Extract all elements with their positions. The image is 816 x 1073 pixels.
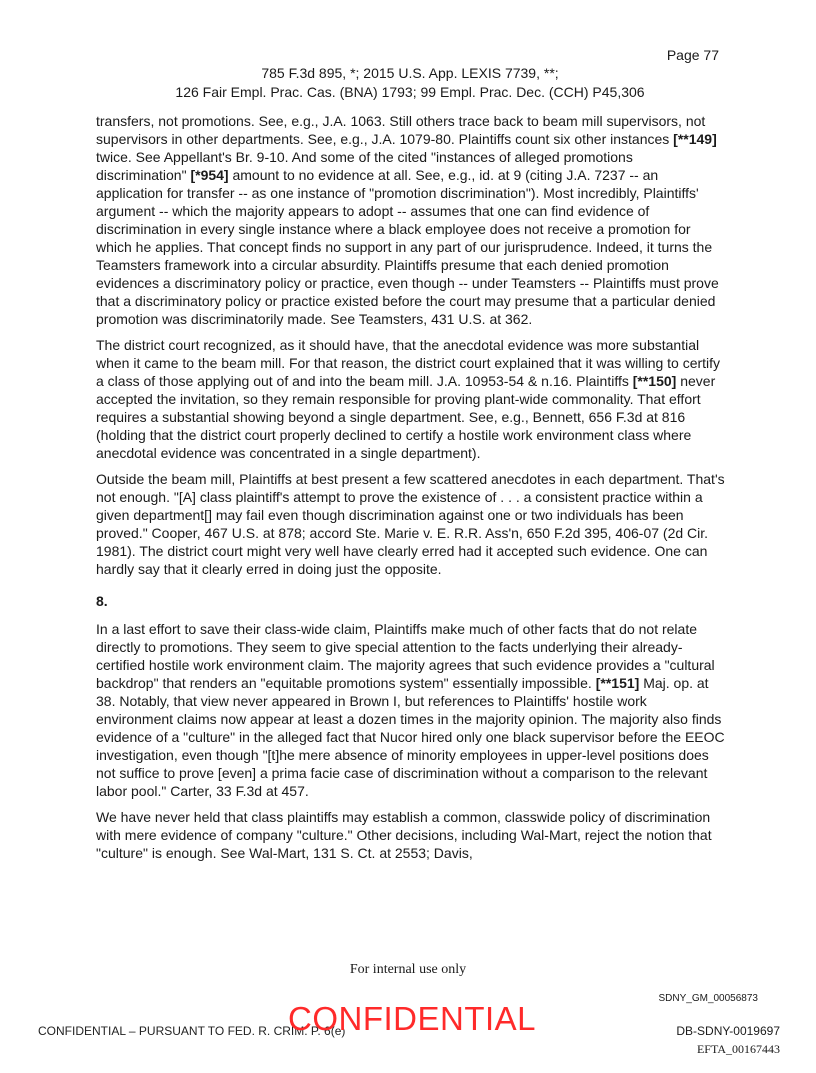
internal-use-notice: For internal use only [349,962,467,977]
star-page-marker: [*954] [190,167,229,183]
confidential-stamp: CONFIDENTIAL [288,1000,537,1037]
citation-line-2: 126 Fair Empl. Prac. Cas. (BNA) 1793; 99 Empl. Prac. Dec. (CCH) P45,306 [175,84,645,100]
bates-number: DB-SDNY-0019697 [676,1024,780,1038]
paragraph-2: The district court recognized, as it should have, that the anecdotal evidence was more substantial when it came to the beam mill. For that reason, the district court explained that it was willing to certify a class of those applying out of and into the beam mill. J.A. 10953-54 & n.16. Plaintiffs [**150] never accepted the invitation, so they remain responsible for proving plant-wide commonality. That effort requires a substantial showing beyond a single department. See, e.g., Bennett, 656 F.3d at 816 (holding that the district court properly declined to certify a hostile work environment class where anecdotal evidence was concentrated in a single department). [96,337,721,461]
paragraph-4: In a last effort to save their class-wide claim, Plaintiffs make much of other facts that do not relate directly to promotions. They seem to give special attention to the facts underlying their already-certified hostile work environment claim. The majority agrees that such evidence provides a "cultural backdrop" that renders an "equitable promotions system" essentially impossible. [**151] Maj. op. at 38. Notably, that view never appeared in Brown I, but references to Plaintiffs' hostile work environment claims now appear at least a dozen times in the majority opinion. The majority also finds evidence of a "culture" in the alleged fact that Nucor hired only one black supervisor before the EEOC investigation, even though "[t]he mere absence of minority employees in upper-level positions does not suffice to prove [even] a prima facie case of discrimination without a comparison to the relevant labor pool." Carter, 33 F.3d at 457. [96,621,725,799]
citation-line-1: 785 F.3d 895, *; 2015 U.S. App. LEXIS 7739, **; [261,65,559,81]
bates-number-small: SDNY_GM_00056873 [658,993,758,1004]
paragraph-5: We have never held that class plaintiffs may establish a common, classwide policy of discrimination with mere evidence of company "culture." Other decisions, including Wal-Mart, reject the notion that "culture" is enough. See Wal-Mart, 131 S. Ct. at 2553; Davis, [96,809,712,861]
citation-header [60,64,760,102]
confidential-notice: CONFIDENTIAL – PURSUANT TO FED. R. CRIM. P. 6(e) [38,1024,346,1038]
page-number: Page 77 [666,47,719,63]
paragraph-3: Outside the beam mill, Plaintiffs at best present a few scattered anecdotes in each department. That's not enough. "[A] class plaintiff's attempt to prove the existence of . . . a consistent practice within a given department[] may fail even though discrimination against one or two individuals has been proved." Cooper, 467 U.S. at 878; accord Ste. Marie v. E. R.R. Ass'n, 650 F.2d 395, 406-07 (2d Cir. 1981). The district court might very well have clearly erred had it accepted such evidence. One can hardly say that it clearly erred in doing just the opposite. [96,471,725,577]
paragraph-1: transfers, not promotions. See, e.g., J.A. 1063. Still others trace back to beam mill supervisors, not supervisors in other departments. See, e.g., J.A. 1079-80. Plaintiffs count six other instances [**149] twice. See Appellant's Br. 9-10. And some of the cited "instances of alleged promotions discrimination" [*954] amount to no evidence at all. See, e.g., id. at 9 (citing J.A. 7237 -- an application for transfer -- as one instance of "promotion discrimination"). Most incredibly, Plaintiffs' argument -- which the majority appears to adopt -- assumes that one can find evidence of discrimination in every single instance where a black employee does not receive a promotion for which he applies. That concept finds no support in any part of our jurisprudence. Indeed, it turns the Teamsters framework into a circular absurdity. Plaintiffs presume that each denied promotion evidences a discriminatory policy or practice, even though -- under Teamsters -- Plaintiffs must prove that a discriminatory policy or practice existed before the court may presume that a particular denied promotion was discriminatorily made. See Teamsters, 431 U.S. at 362. [96,113,719,327]
star-page-marker: [**151] [595,675,640,691]
opinion-body [96,112,726,870]
star-page-marker: [**149] [673,131,717,147]
efta-number: EFTA_00167443 [696,1042,780,1056]
section-heading: 8. [96,593,108,609]
star-page-marker: [**150] [632,373,677,389]
